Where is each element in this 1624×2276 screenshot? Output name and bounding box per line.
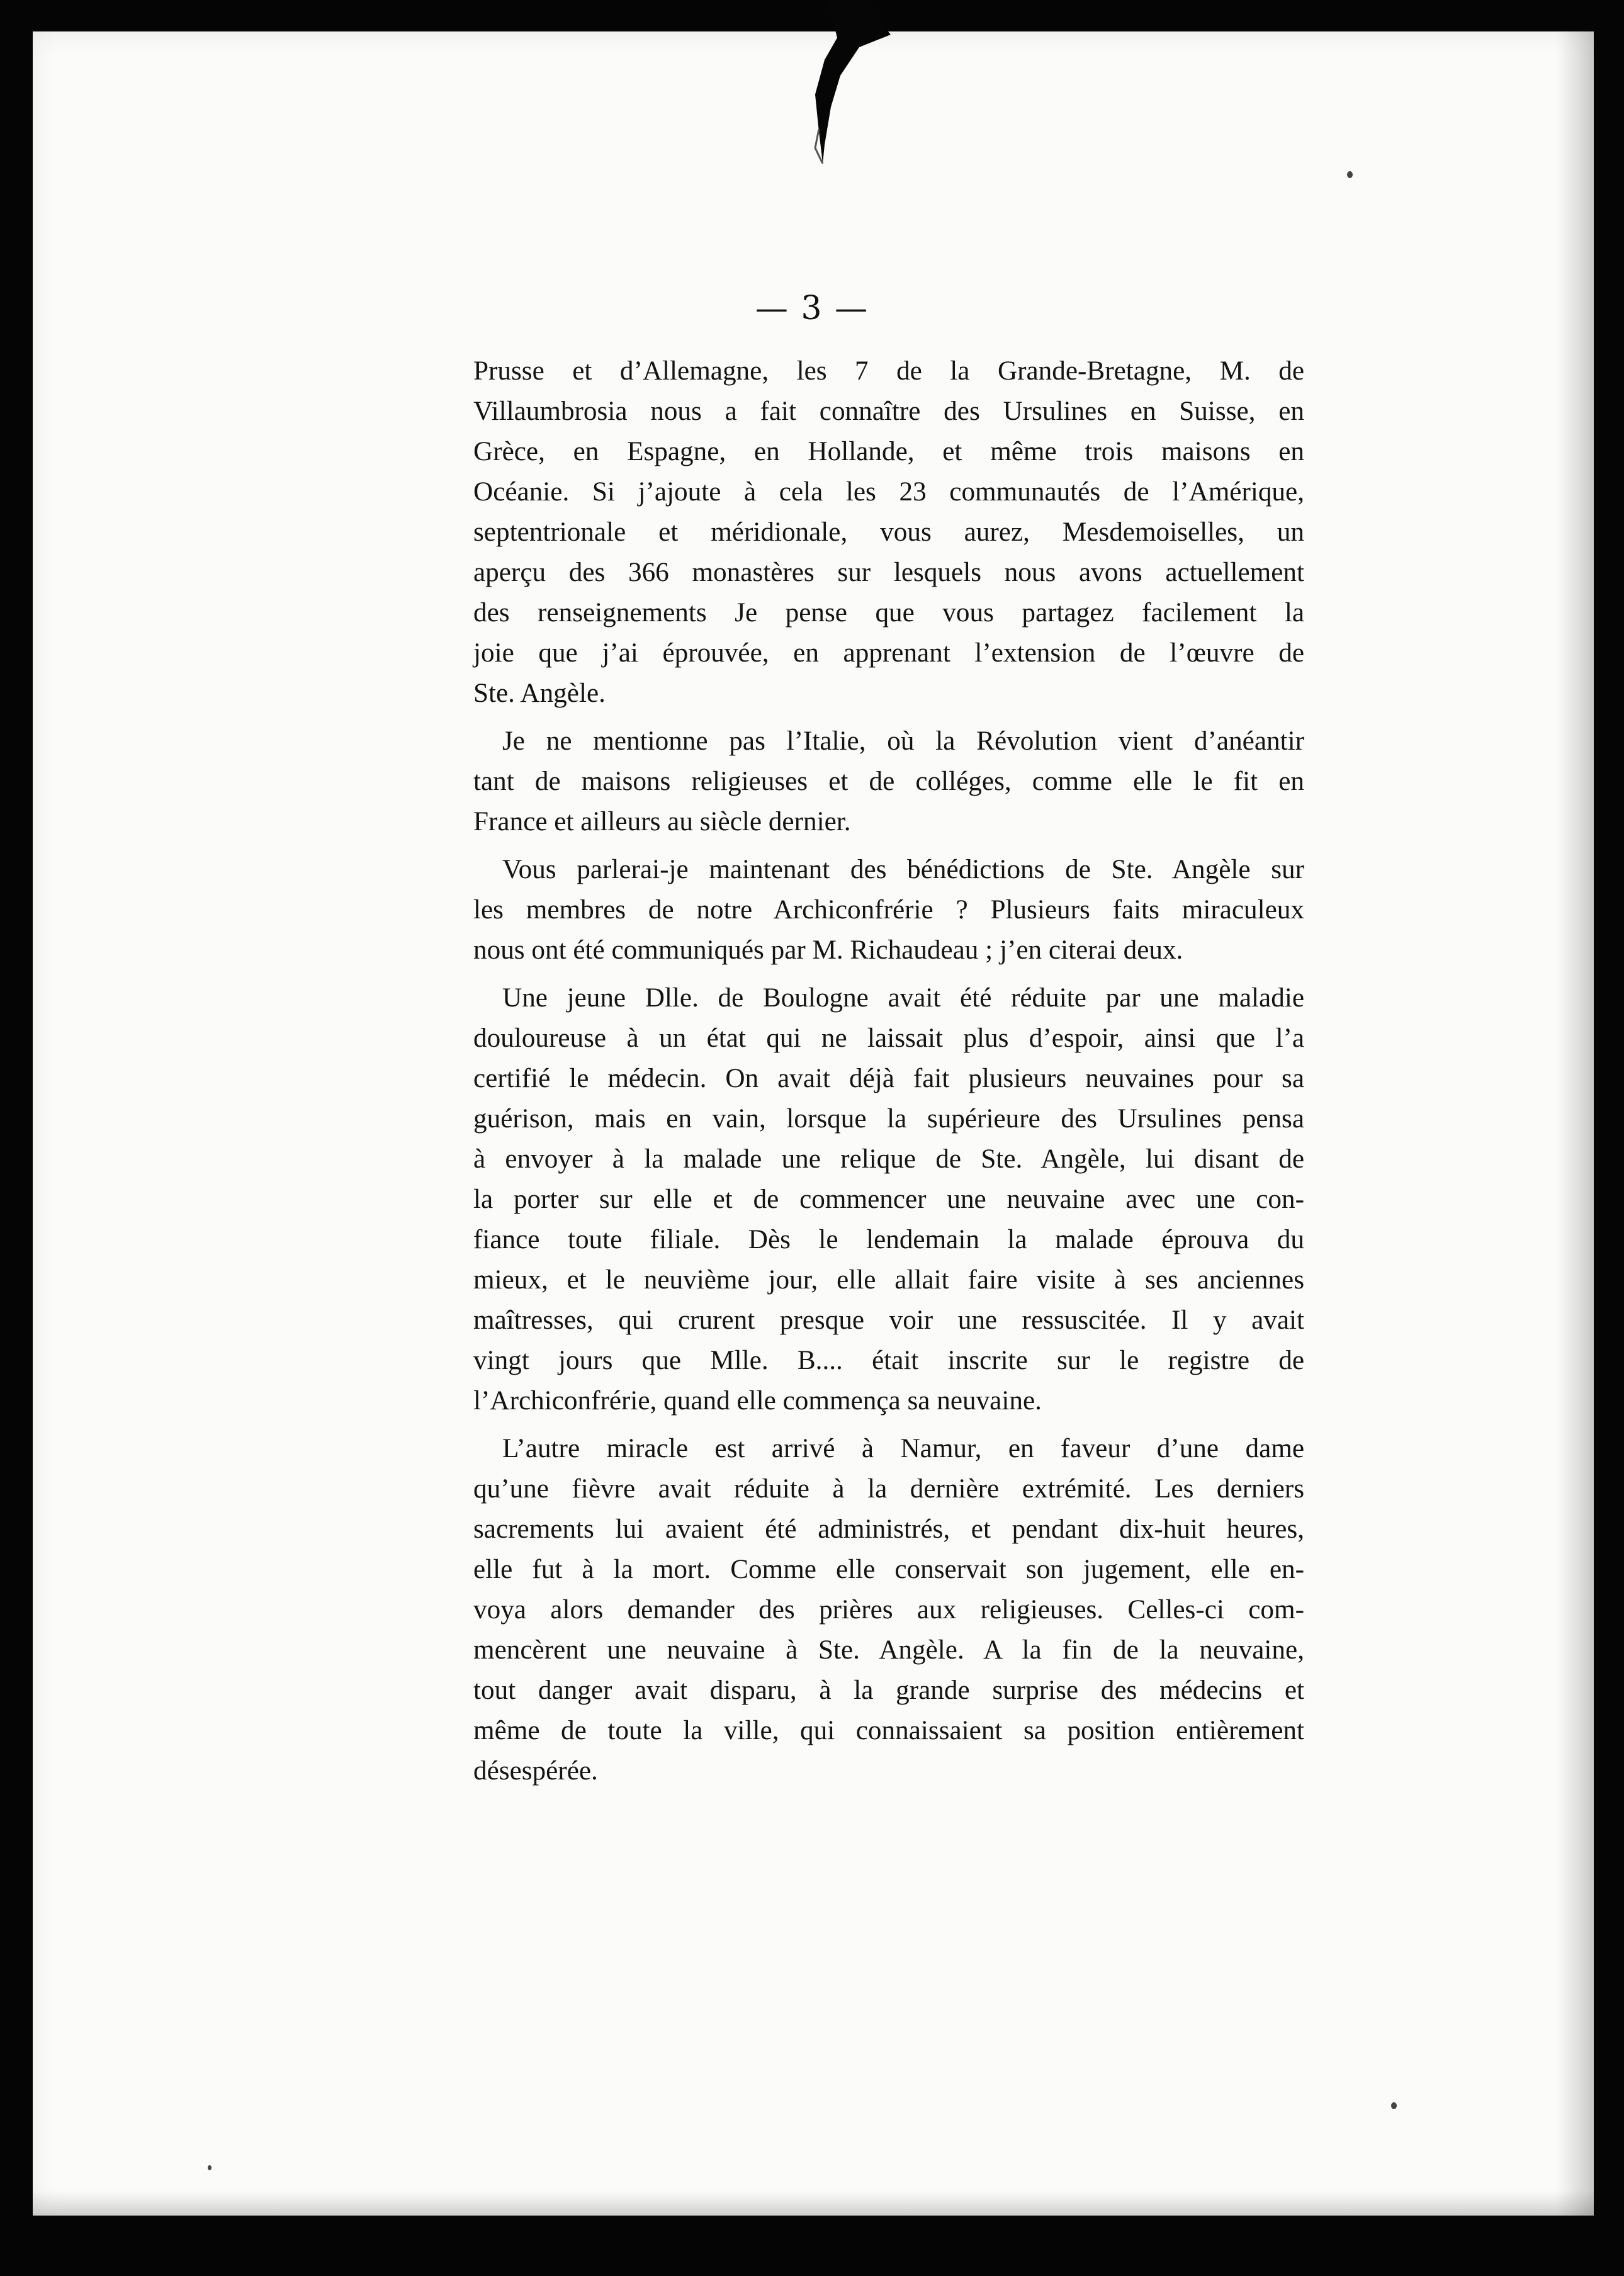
text-line: tant de maisons religieuses et de colléges, comme elle le fit en [473, 767, 1304, 796]
text-line: Vous parlerai-je maintenant des bénédictions de Ste. Angèle sur [502, 855, 1304, 884]
text-line: aperçu des 366 monastères sur lesquels nous avons actuellement [473, 558, 1304, 587]
text-line: mieux, et le neuvième jour, elle allait faire visite à ses anciennes [473, 1265, 1304, 1295]
text-line: Une jeune Dlle. de Boulogne avait été réduite par une maladie [502, 983, 1304, 1013]
text-line: Grèce, en Espagne, en Hollande, et même trois maisons en [473, 437, 1304, 466]
text-line: fiance toute filiale. Dès le lendemain la malade éprouva du [473, 1225, 1304, 1254]
dust-speck [1391, 2102, 1397, 2109]
text-line: à envoyer à la malade une relique de Ste. Angèle, lui disant de [473, 1144, 1304, 1174]
paragraph [473, 850, 1304, 971]
text-line: Je ne mentionne pas l’Italie, où la Révolution vient d’anéantir [502, 726, 1304, 756]
text-line: maîtresses, qui crurent presque voir une ressuscitée. Il y avait [473, 1305, 1304, 1335]
page-edge-shadow-bottom [33, 2190, 1594, 2216]
text-line: Océanie. Si j’ajoute à cela les 23 communautés de l’Amérique, [473, 477, 1304, 507]
text-line: septentrionale et méridionale, vous aurez, Mesdemoiselles, un [473, 517, 1304, 547]
text-line: les membres de notre Archiconfrérie ? Plusieurs faits miraculeux [473, 895, 1304, 925]
text-line: mencèrent une neuvaine à Ste. Angèle. A la fin de la neuvaine, [473, 1635, 1304, 1665]
text-line: nous ont été communiqués par M. Richaudeau ; j’en citerai deux. [473, 935, 1183, 965]
paper-tear-mark [790, 0, 891, 164]
text-line: certifié le médecin. On avait déjà fait plusieurs neuvaines pour sa [473, 1064, 1304, 1093]
text-line: voya alors demander des prières aux religieuses. Celles-ci com- [473, 1595, 1304, 1625]
text-line: qu’une fièvre avait réduite à la dernière extrémité. Les derniers [473, 1474, 1304, 1504]
paragraph [473, 978, 1304, 1421]
dust-speck [1347, 171, 1353, 178]
text-line: tout danger avait disparu, à la grande surprise des médecins et [473, 1676, 1304, 1705]
text-line: joie que j’ai éprouvée, en apprenant l’extension de l’œuvre de [473, 638, 1304, 668]
text-line: France et ailleurs au siècle dernier. [473, 807, 851, 837]
text-line: vingt jours que Mlle. B.... était inscrite sur le registre de [473, 1346, 1304, 1375]
text-line: Ste. Angèle. [473, 679, 606, 708]
text-line: des renseignements Je pense que vous partagez facilement la [473, 598, 1304, 628]
text-line: douloureuse à un état qui ne laissait plus d’espoir, ainsi que l’a [473, 1023, 1304, 1053]
text-line: elle fut à la mort. Comme elle conservait son jugement, elle en- [473, 1555, 1304, 1584]
text-line: Villaumbrosia nous a fait connaître des Ursulines en Suisse, en [473, 397, 1304, 426]
text-line: désespérée. [473, 1756, 598, 1786]
paragraph [473, 1429, 1304, 1791]
page-edge-shadow-right [1556, 31, 1594, 2216]
text-line: L’autre miracle est arrivé à Namur, en faveur d’une dame [502, 1434, 1304, 1463]
body-text [473, 351, 1304, 1799]
text-line: la porter sur elle et de commencer une neuvaine avec une con- [473, 1185, 1304, 1214]
paragraph [473, 351, 1304, 714]
text-line: Prusse et d’Allemagne, les 7 de la Grande-Bretagne, M. de [473, 356, 1304, 386]
paragraph [473, 721, 1304, 842]
page-number: — 3 — [755, 290, 869, 327]
text-line: même de toute la ville, qui connaissaient sa position entièrement [473, 1716, 1304, 1745]
dust-speck [208, 2165, 211, 2170]
text-line: l’Archiconfrérie, quand elle commença sa neuvaine. [473, 1386, 1042, 1416]
text-line: guérison, mais en vain, lorsque la supérieure des Ursulines pensa [473, 1104, 1304, 1134]
text-line: sacrements lui avaient été administrés, et pendant dix-huit heures, [473, 1514, 1304, 1544]
